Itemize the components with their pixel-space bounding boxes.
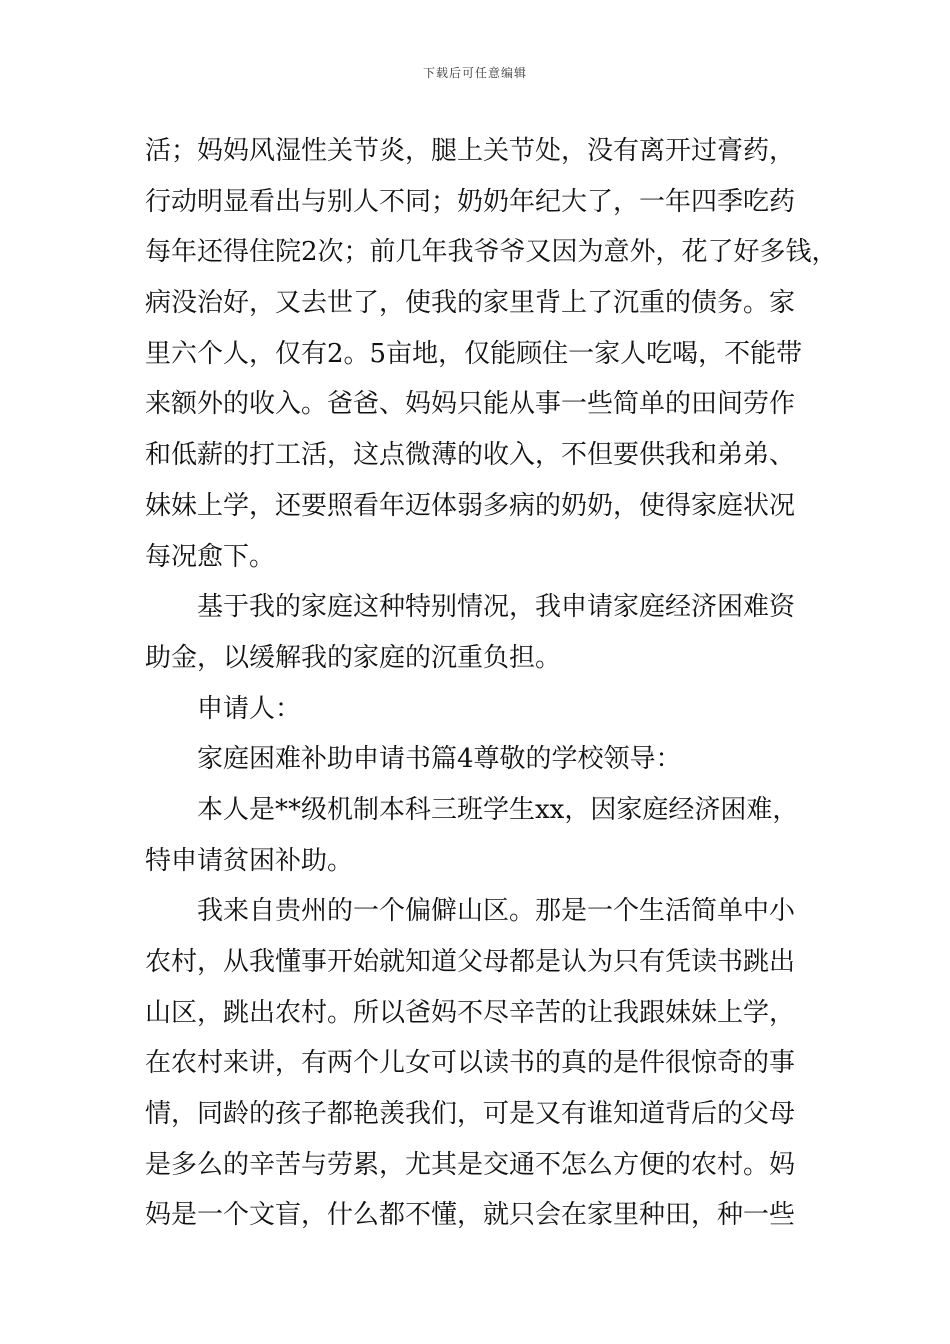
text-line: 妹妹上学，还要照看年迈体弱多病的奶奶，使得家庭状况 (145, 490, 796, 521)
text-line: 和低薪的打工活，这点微薄的收入，不但要供我和弟弟、 (145, 440, 796, 471)
text-line: 家庭困难补助申请书篇4尊敬的学校领导： (197, 744, 682, 775)
text-line: 病没治好，又去世了，使我的家里背上了沉重的债务。家 (145, 288, 796, 319)
text-line: 里六个人，仅有2。5亩地，仅能顾住一家人吃喝，不能带 (145, 338, 803, 369)
text-line: 行动明显看出与别人不同；奶奶年纪大了，一年四季吃药 (145, 186, 796, 217)
text-line: 每况愈下。 (145, 541, 276, 572)
text-line: 农村，从我懂事开始就知道父母都是认为只有凭读书跳出 (145, 947, 796, 977)
text-line: 是多么的辛苦与劳累，尤其是交通不怎么方便的农村。妈 (145, 1149, 796, 1180)
page-header: 下载后可任意编辑 (422, 66, 527, 80)
text-line: 在农村来讲，有两个儿女可以读书的真的是件很惊奇的事 (145, 1048, 796, 1079)
text-line: 来额外的收入。爸爸、妈妈只能从事一些简单的田间劳作 (145, 389, 796, 420)
text-line: 我来自贵州的一个偏僻山区。那是一个生活简单中小 (197, 896, 796, 927)
document-body (145, 126, 838, 1241)
text-line: 情，同龄的孩子都艳羡我们，可是又有谁知道背后的父母 (145, 1099, 796, 1130)
text-line: 本人是**级机制本科三班学生xx，因家庭经济困难， (197, 794, 799, 825)
text-line: 妈是一个文盲，什么都不懂，就只会在家里种田，种一些 (145, 1200, 796, 1231)
text-line: 申请人： (197, 693, 302, 724)
text-line: 山区，跳出农村。所以爸妈不尽辛苦的让我跟妹妹上学， (145, 997, 796, 1028)
text-line: 特申请贫困补助。 (145, 845, 354, 876)
text-line: 每年还得住院2次；前几年我爷爷又因为意外，花了好多钱， (145, 237, 838, 268)
text-line: 活；妈妈风湿性关节炎，腿上关节处，没有离开过膏药， (145, 136, 796, 166)
text-line: 助金，以缓解我的家庭的沉重负担。 (145, 642, 562, 673)
text-line: 基于我的家庭这种特别情况，我申请家庭经济困难资 (197, 592, 796, 623)
